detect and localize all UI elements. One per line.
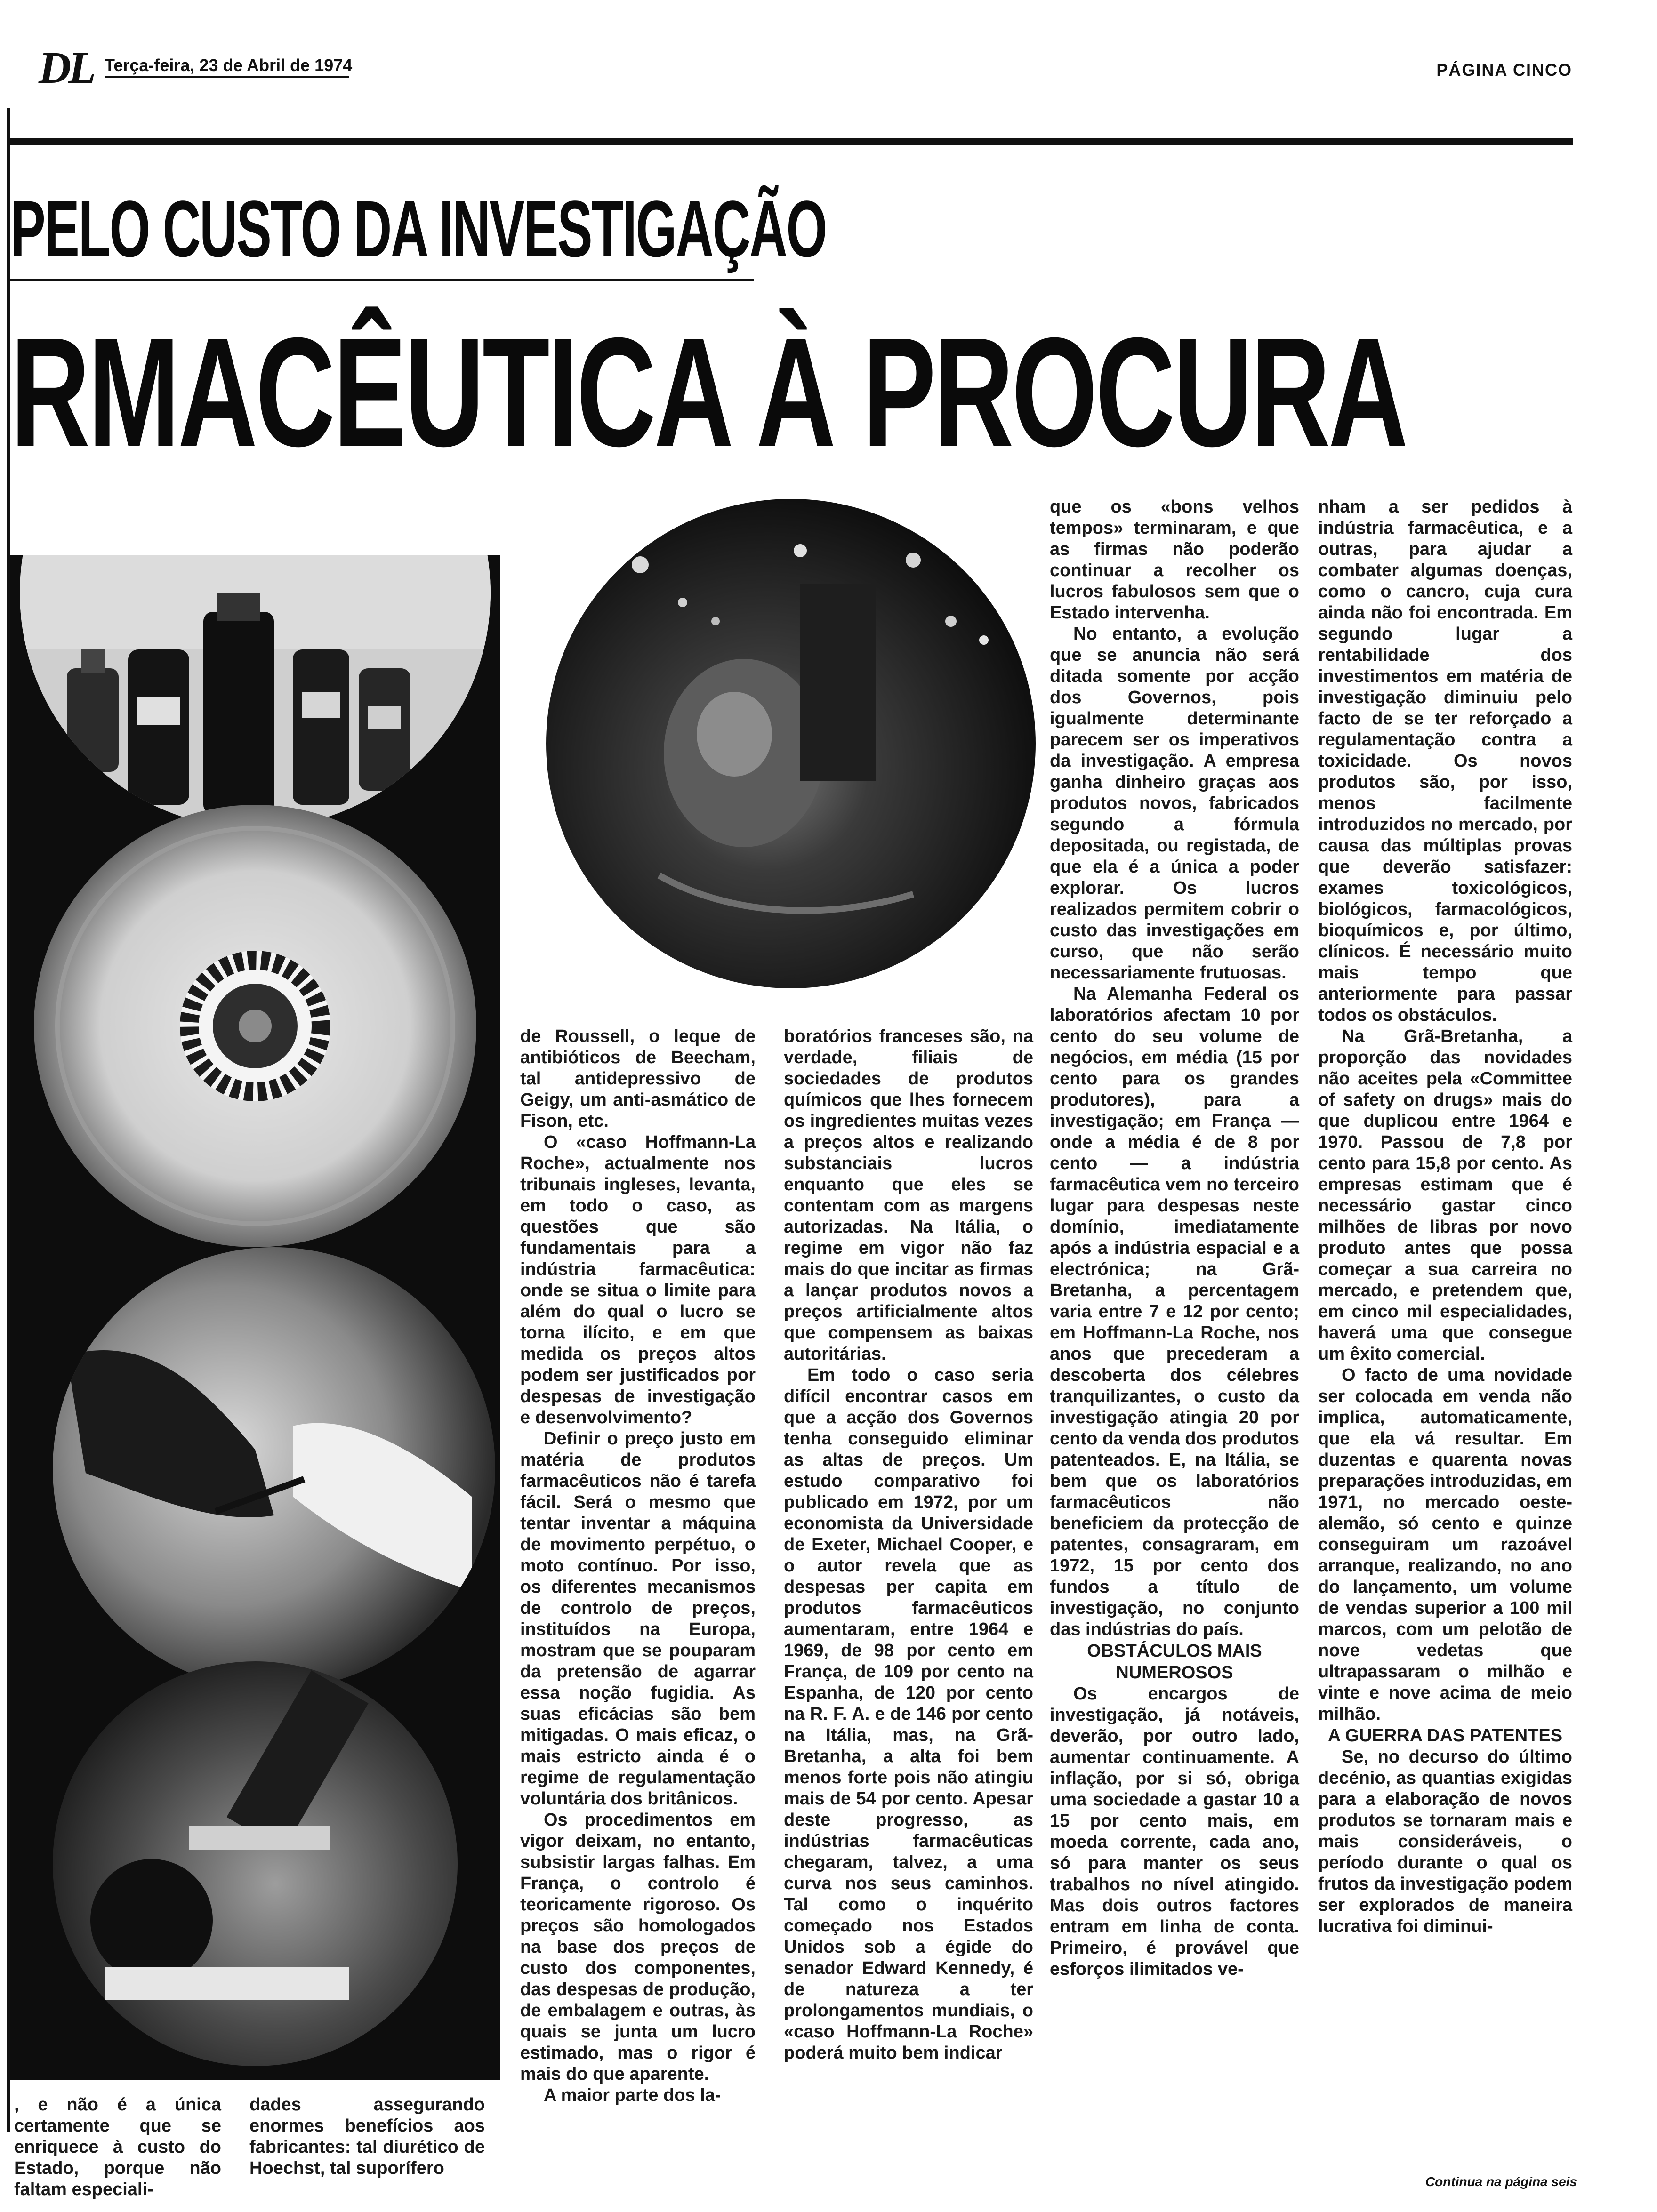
hands-instrument-photo — [53, 1247, 495, 1690]
column-6 — [1318, 497, 1572, 1937]
top-rule — [10, 138, 1573, 145]
paragraph: Em todo o caso seria difícil encontrar casos em que a acção dos Governos tenha conseguido eliminar as altas de preços. Um estudo comparativo foi publicado em 1972, por um economista da Universidade de Exeter, Michael Cooper, e o autor revela que as despesas per capita em produtos farmacêuticos aumentaram, entre 1964 e 1969, de 98 por cento em França, de 109 por cento na Espanha, de 120 por cento na R. F. A. e de 146 por cento na Itália, mas, na Grã-Bretanha, a alta foi bem menos forte pois não atingiu mais de 54 por cento. Apesar deste progresso, as indústrias farmacêuticas chegaram, talvez, a uma curva nos seus caminhos. Tal como o inquérito começado nos Estados Unidos sob a égide do senador Edward Kennedy, é de natureza a ter prolongamentos mundiais, o «caso Hoffmann-La Roche» poderá muito bem indicar — [784, 1365, 1033, 2063]
paragraph: O facto de uma novidade ser colocada em venda não implica, automaticamente, que ela vá resultar. Em duzentas e quarenta novas preparações introduzidas, em 1971, no mercado oeste-alemão, só cento e quinze conseguiram um razoável arranque, realizando, no ano do lançamento, um volume de vendas superior a 100 mil marcos, com um pelotão de nove vedetas que ultrapassaram o milhão e vinte e nove acima de meio milhão. — [1318, 1365, 1572, 1724]
microscope-photo — [53, 1661, 458, 2066]
photo-panel-graphic — [10, 555, 500, 2080]
paragraph: Se, no decurso do último decénio, as quantias exigidas para a elaboração de novos produtos se tornaram mais e mais consideráveis, o período durante o qual os frutos da investigação podem ser explorados de maneira lucrativa foi diminui- — [1318, 1747, 1572, 1936]
paragraph: Na Grã-Bretanha, a proporção das novidades não aceites pela «Committee of safety on drugs» mais do que duplicou entre 1964 e 1970. Passou de 7,8 por cento para 15,8 por cento. As empresas estimam que é necessário gastar cinco milhões de libras por novo produto antes que possa começar a sua carreira no mercado, e pretendem que, em cinco mil especialidades, haverá uma que consegue um êxito comercial. — [1318, 1026, 1572, 1364]
paragraph: O «caso Hoffmann-La Roche», actualmente nos tribunais ingleses, levanta, em todo o caso, as questões que são fundamentais para a indústria farmacêutica: onde se situa o limite para além do qual o lucro se torna ilícito, e em que medida os preços altos podem ser justificados por despesas de investigação e desenvolvimento? — [520, 1132, 756, 1427]
column-4 — [784, 1026, 1033, 2064]
page-label: PÁGINA CINCO — [1436, 60, 1572, 80]
issue-date: Terça-feira, 23 de Abril de 1974 — [105, 56, 353, 75]
subheading-obstacles: OBSTÁCULOS MAIS NUMEROSOS — [1087, 1641, 1262, 1683]
paragraph: A maior parte dos la- — [544, 2085, 721, 2105]
headline-line-1: PELO CUSTO DA INVESTIGAÇÃO — [10, 184, 826, 274]
column-5 — [1050, 497, 1299, 1980]
paragraph: No entanto, a evolução que se anuncia não será ditada somente por acção dos Governos, pois igualmente determinante parecem ser os imperativos da investigação. A empresa ganha dinheiro graças aos produtos novos, fabricados segundo a fórmula depositada, ou registada, de que ela é a única a poder explorar. Os lucros realizados permitem cobrir o custo das investigações em curso, que não serão necessariamente frutuosas. — [1050, 624, 1299, 983]
paragraph: Na Alemanha Federal os laboratórios afectam 10 por cento do seu volume de negócios, em média (15 por cento para os grandes produtores), para a investigação; em França — onde a média é de 8 por cento — a indústria farmacêutica vem no terceiro lugar para despesas neste domínio, imediatamente após a indústria espacial e a electrónica; na Grã-Bretanha, a percentagem varia entre 7 e 12 por cento; em Hoffmann-La Roche, nos anos que precederam a descoberta dos célebres tranquilizantes, o custo da investigação atingia 20 por cento da venda dos produtos patenteados. E, na Itália, se bem que os laboratórios farmacêuticos não beneficiem da protecção de patentes, consagraram, em 1972, 15 por cento dos fundos a título de investigação, no conjunto das indústrias do país. — [1050, 984, 1299, 1639]
left-margin-rule — [7, 108, 10, 2132]
paragraph: nham a ser pedidos à indústria farmacêutica, e a outras, para ajudar a combater algumas doenças, como o cancro, cuja cura ainda não foi encontrada. Em segundo lugar a rentabilidade dos investimentos em matéria de investigação diminuiu pelo facto de se ter reforçado a regulamentação contra a toxicidade. Os novos produtos são, por isso, menos facilmente introduzidos no mercado, por causa das múltiplas provas que deverão satisfazer: exames toxicológicos, biológicos, farmacológicos, bioquímicos e, por último, clínicos. É necessário muito mais tempo que anteriormente para passar todos os obstáculos. — [1318, 497, 1572, 1025]
headline-underline — [10, 279, 754, 281]
column-2-bottom — [249, 2094, 485, 2179]
newspaper-logo: DL — [39, 42, 93, 93]
column-1-bottom — [14, 2094, 221, 2200]
column-2-paragraph: dades assegurando enormes benefícios aos fabricantes: tal diurético de Hoechst, tal suporífero — [249, 2095, 485, 2178]
continued-note: Continua na página seis — [1425, 2174, 1577, 2189]
column-3 — [520, 1026, 756, 2106]
paragraph: Definir o preço justo em matéria de produtos farmacêuticos não é tarefa fácil. Será o mesmo que tentar inventar a máquina de movimento perpétuo, o moto contínuo. Por isso, os diferentes mecanismos de controlo de preços, instituídos na Europa, mostram que se pouparam da pretensão de agarrar essa noção fugidia. As suas eficácias são bem mitigadas. O mais eficaz, o mais estricto ainda é o regime de regulamentação voluntária dos britânicos. — [520, 1429, 756, 1809]
paragraph: de Roussell, o leque de antibióticos de Beecham, tal antidepressivo de Geigy, um anti-asmático de Fison, etc. — [520, 1026, 756, 1131]
headline-line-2: RMACÊUTICA À PROCURA — [10, 305, 1406, 479]
subheading-patents: A GUERRA DAS PATENTES — [1327, 1726, 1563, 1746]
lab-equipment-graphic — [537, 489, 1045, 998]
paragraph: Os encargos de investigação, já notáveis, deverão, por outro lado, aumentar continuamente. A inflação, por si só, obriga uma sociedade a gastar 10 a 15 por cento mais, em moeda corrente, cada ano, só para manter os seus trabalhos no nível atingido. Mas dois outros factores entram em linha de conta. Primeiro, é provável que esforços ilimitados ve- — [1050, 1684, 1299, 1979]
paragraph: Os procedimentos em vigor deixam, no entanto, subsistir largas falhas. Em França, o controlo é teoricamente rigoroso. Os preços são homologados na base dos preços de custo dos componentes, das despesas de produção, de embalagem e outras, às quais se junta um lucro estimado, mas o rigor é mais do que aparente. — [520, 1810, 756, 2084]
paragraph: boratórios franceses são, na verdade, filiais de sociedades de produtos químicos que lhes fornecem os ingredientes muitas vezes a preços altos e realizando substanciais lucros enquanto que eles se contentam com as margens autorizadas. Na Itália, o regime em vigor não faz mais do que incitar as firmas a lançar produtos novos a preços artificialmente altos que compensem as baixas autoritárias. — [784, 1026, 1033, 1364]
photo-panel — [10, 555, 500, 2080]
lab-equipment-photo — [537, 489, 1045, 998]
column-1-paragraph: , e não é a única certamente que se enriquece à custo do Estado, porque não faltam especiali- — [14, 2095, 221, 2199]
bottles-photo — [10, 555, 500, 828]
date-underline — [105, 76, 349, 78]
paragraph: que os «bons velhos tempos» terminaram, e que as firmas não poderão continuar a recolher os lucros fabulosos sem que o Estado intervenha. — [1050, 497, 1299, 623]
petri-dish-photo — [34, 805, 476, 1247]
